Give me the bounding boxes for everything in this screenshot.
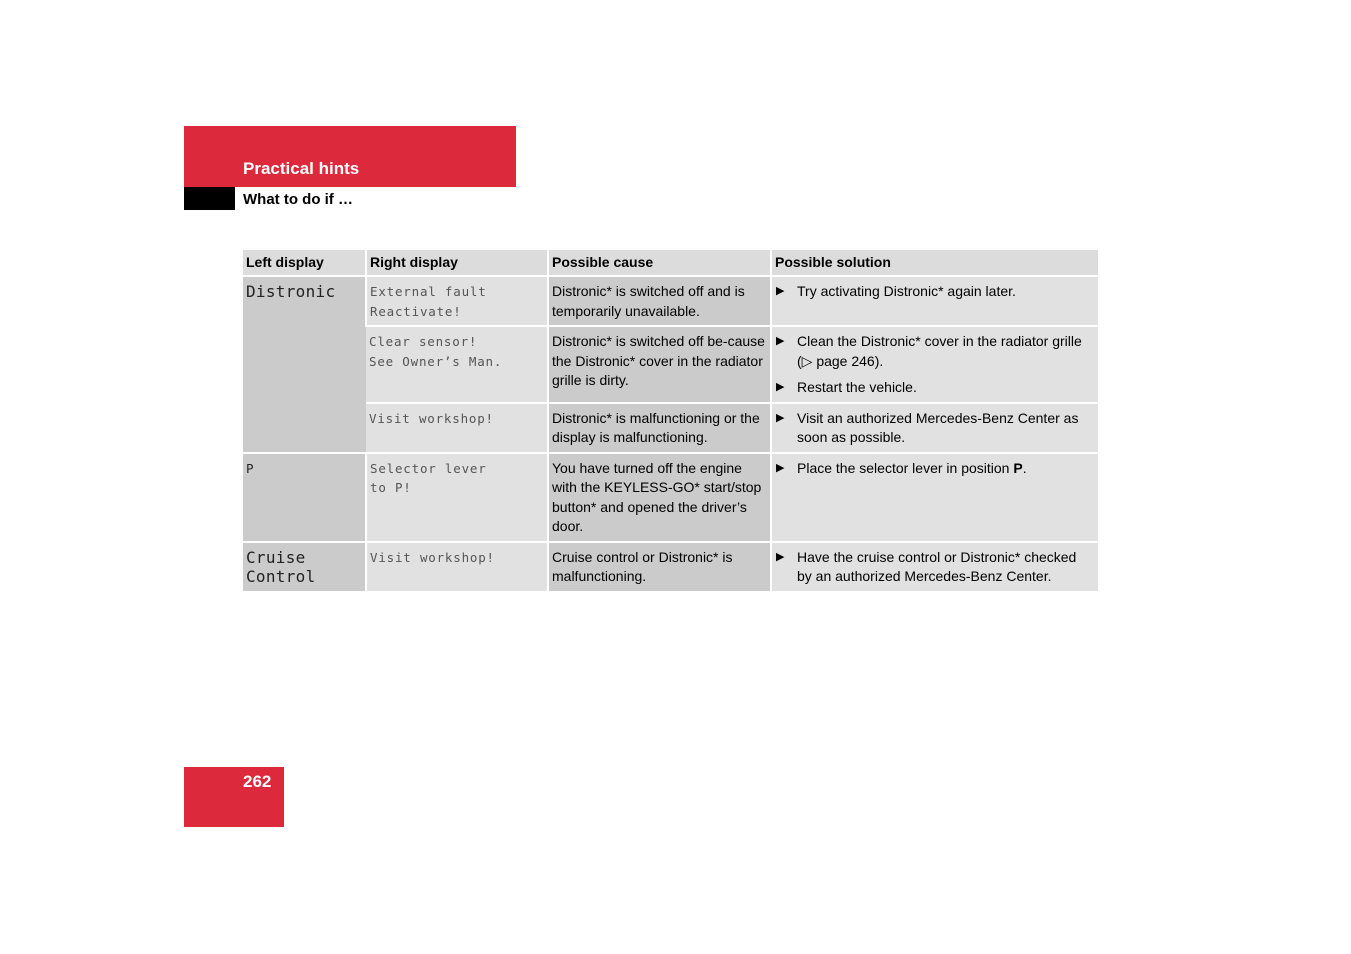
table-row: [243, 276, 1098, 326]
right-display-line: Visit workshop!: [370, 549, 495, 565]
right-display-line: See Owner’s Man.: [369, 353, 503, 369]
solution-item: [775, 548, 1095, 587]
cause-cell: Cruise control or Distronic* is malfunctioning.: [548, 542, 771, 592]
bullet-arrow-icon: ▶: [776, 335, 785, 347]
right-display-cell: [366, 453, 548, 542]
column-header-right-display: Right display: [366, 250, 548, 276]
solution-text-end: .: [1022, 459, 1027, 476]
table-row: [243, 542, 1098, 592]
solution-cell: [771, 542, 1098, 592]
bullet-arrow-icon: ▶: [776, 381, 785, 393]
solution-item: [775, 378, 1095, 398]
cause-cell: Distronic* is switched off be-cause the Distronic* cover in the radiator grille is dirty.: [548, 326, 771, 403]
bullet-arrow-icon: ▶: [776, 461, 785, 474]
left-display-cell: [243, 542, 366, 592]
bullet-arrow-icon: ▶: [776, 411, 785, 424]
solution-text: Try activating Distronic* again later.: [797, 283, 1016, 299]
solution-item: [775, 409, 1095, 448]
bullet-arrow-icon: ▶: [776, 285, 785, 297]
solution-text: Place the selector lever in position: [797, 459, 1014, 476]
right-display-cell: [366, 326, 548, 403]
subsection-title: What to do if …: [243, 191, 353, 208]
solution-text: Have the cruise control or Distronic* checked by an authorized Mercedes-Benz Center.: [797, 548, 1077, 584]
left-display-text: Cruise: [246, 547, 306, 567]
column-header-possible-cause: Possible cause: [548, 250, 771, 276]
solution-text: Visit an authorized Mercedes-Benz Center as soon as possible.: [797, 409, 1079, 445]
right-display-line: to P!: [370, 480, 412, 495]
left-display-cell: [243, 453, 366, 542]
left-display-text: P: [246, 460, 255, 476]
right-display-cell: [366, 276, 548, 326]
bullet-arrow-icon: ▶: [776, 550, 785, 563]
table-row: [243, 403, 1098, 453]
section-title: Practical hints: [243, 159, 360, 178]
solution-text: Clean the Distronic* cover in the radiator grille (▷ page 246).: [797, 333, 1082, 369]
right-display-line: Reactivate!: [370, 303, 462, 319]
column-header-possible-solution: Possible solution: [771, 250, 1098, 276]
table-row: [243, 453, 1098, 542]
cause-cell: Distronic* is malfunctioning or the display is malfunctioning.: [548, 403, 771, 453]
solution-item: [775, 459, 1095, 479]
left-display-cell: [243, 276, 366, 453]
page-number: 262: [243, 772, 272, 791]
solution-item: [775, 332, 1095, 371]
subsection-marker: [184, 187, 235, 210]
solution-cell: [771, 403, 1098, 453]
right-display-cell: [366, 403, 548, 453]
cause-cell: Distronic* is switched off and is temporarily unavailable.: [548, 276, 771, 326]
solution-item: [775, 282, 1095, 302]
column-header-left-display: Left display: [243, 250, 366, 276]
table-header-row: [243, 250, 1098, 276]
left-display-text: Control: [246, 567, 316, 586]
troubleshooting-table: [243, 250, 1098, 593]
right-display-line: Clear sensor!: [369, 334, 478, 349]
right-display-line: Selector lever: [370, 460, 487, 476]
table-row: [243, 326, 1098, 403]
solution-cell: [771, 453, 1098, 542]
solution-cell: [771, 276, 1098, 326]
right-display-line: External fault: [370, 284, 487, 299]
left-display-text: Distronic: [246, 282, 336, 301]
cause-cell: You have turned off the engine with the KEYLESS-GO* start/stop button* and opened the driver’s door.: [548, 453, 771, 542]
right-display-line: Visit workshop!: [369, 410, 494, 426]
right-display-cell: [366, 542, 548, 592]
solution-cell: [771, 326, 1098, 403]
solution-text-bold: P: [1013, 459, 1023, 476]
solution-text: Restart the vehicle.: [797, 379, 917, 395]
